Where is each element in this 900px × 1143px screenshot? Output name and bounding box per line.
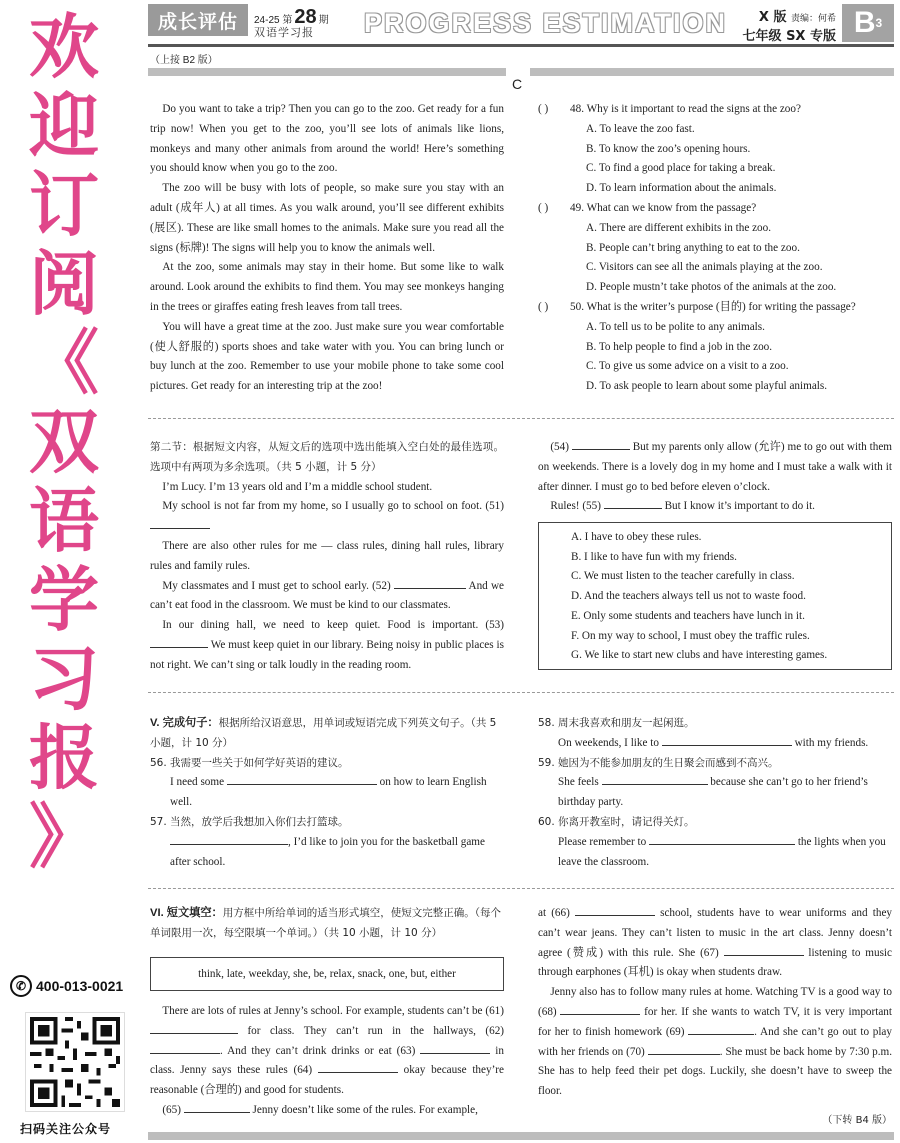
question-48 xyxy=(538,100,894,120)
paragraph-text: . And they can’t drink drinks or eat (63) xyxy=(220,1044,416,1057)
passage-paragraph xyxy=(538,904,892,983)
paragraph-text: for her. If she wants to watch TV, it is very important for her to finish homework (69) xyxy=(538,1005,893,1038)
option: B. To know the zoo’s opening hours. xyxy=(586,142,751,155)
slogan-char: 《 xyxy=(29,322,99,404)
subscribe-slogan xyxy=(14,8,114,877)
blank-60[interactable] xyxy=(649,833,795,845)
paragraph-text: okay because they’re reasonable (合理的) and good for students. xyxy=(150,1064,504,1097)
blank-63[interactable] xyxy=(420,1042,490,1054)
section5-heading xyxy=(150,714,506,754)
section-title: VI. 短文填空： xyxy=(150,907,223,919)
word-box: think, late, weekday, she, be, relax, snack, one, but, either xyxy=(150,957,504,991)
progress-estimation-title: PROGRESS ESTIMATION xyxy=(364,8,728,38)
option: D. To ask people to learn about some playful animals. xyxy=(586,380,828,393)
passage-paragraph: At the zoo, some animals may stay in their home. But some like to walk around. Look around the exhibits to find them. You may see monkeys hanging in the trees or giraffes eating fresh leaves from tall trees. xyxy=(150,261,504,313)
paragraph-text: But I know it’s important to do it. xyxy=(664,500,815,513)
paragraph-text: There are lots of rules at Jenny’s school. For example, students can’t be (61) xyxy=(162,1005,504,1017)
question-50 xyxy=(538,298,894,318)
option: C. Visitors can see all the animals playing at the zoo. xyxy=(586,261,823,274)
option: G. We like to start new clubs and have interesting games. xyxy=(571,649,828,662)
blank-68[interactable] xyxy=(560,1003,640,1015)
section6-heading xyxy=(150,904,506,944)
hotline xyxy=(10,975,123,997)
blank-67[interactable] xyxy=(724,944,804,956)
paragraph-text: And we can’t eat food in the classroom. We must be kind to our classmates. xyxy=(150,579,505,612)
passage-paragraph: Do you want to take a trip? Then you can go to the zoo. Get ready for a fun trip now! When you get to the zoo, you’ll see lots of animals like lions, monkeys and many other animals from around the world! Here’s something you should know when you go to the zoo. xyxy=(150,103,504,175)
question-59-prompt: 59. 她因为不能参加朋友的生日聚会而感到不高兴。 xyxy=(538,756,779,769)
option: E. Only some students and teachers have lunch in it. xyxy=(571,609,805,622)
slogan-char: 》 xyxy=(29,796,99,878)
sentence-part: I need some xyxy=(170,776,225,789)
header-divider xyxy=(148,44,894,47)
sentence-part: Please remember to xyxy=(558,835,647,848)
paragraph-text: (54) xyxy=(550,441,569,453)
sentence-part: On weekends, I like to xyxy=(558,736,659,749)
question-56-prompt: 56. 我需要一些关于如何学好英语的建议。 xyxy=(150,756,349,769)
paragraph-text: for class. They can’t run in the hallways, (62) xyxy=(247,1024,505,1037)
section2-right xyxy=(538,438,892,517)
question-56 xyxy=(150,773,506,813)
paragraph-text: Jenny doesn’t like some of the rules. For example, xyxy=(252,1103,478,1116)
option: B. People can’t bring anything to eat to the zoo. xyxy=(586,241,800,254)
answer-bracket[interactable]: ( ) xyxy=(538,201,549,214)
question-stem: 49. What can we know from the passage? xyxy=(570,201,757,214)
question-59 xyxy=(538,773,894,813)
issue-prefix: 24-25 第 xyxy=(254,15,293,26)
option: A. To tell us to be polite to any animals. xyxy=(586,320,765,333)
blank-65[interactable] xyxy=(184,1101,250,1113)
passage-paragraph xyxy=(150,1101,504,1121)
page-badge xyxy=(842,4,894,42)
passage-paragraph xyxy=(538,438,892,497)
blank-58[interactable] xyxy=(662,734,792,746)
section-title: V. 完成句子： xyxy=(150,717,219,729)
slogan-char: 语 xyxy=(29,480,99,562)
section-divider xyxy=(148,418,894,419)
page-header xyxy=(148,4,894,44)
edition-version: X 版 xyxy=(758,10,787,25)
blank-64[interactable] xyxy=(318,1061,398,1073)
paragraph-text: My classmates and I must get to school early. (52) xyxy=(162,579,391,592)
option: C. To give us some advice on a visit to a zoo. xyxy=(586,360,789,373)
paragraph-text: in class. Jenny says these rules (64) xyxy=(150,1044,504,1077)
blank-70[interactable] xyxy=(648,1043,720,1055)
paragraph-text: (65) xyxy=(162,1103,181,1116)
passage-c xyxy=(150,100,504,397)
issue-number-value: 28 xyxy=(294,6,317,28)
option: A. There are different exhibits in the zoo. xyxy=(586,221,772,234)
grey-band-top xyxy=(148,68,506,76)
paragraph-text: listening to music through earphones (耳机) is okay when students draw. xyxy=(538,946,892,979)
option: D. People mustn’t take photos of the animals at the zoo. xyxy=(586,281,837,294)
question-49 xyxy=(538,199,894,219)
option: B. To help people to find a job in the zoo. xyxy=(586,340,773,353)
sentence-part: on how to learn English well. xyxy=(170,776,487,809)
passage-paragraph xyxy=(538,983,892,1102)
question-58 xyxy=(538,734,894,754)
editor: 责编：何希 xyxy=(790,14,836,24)
section-brand: 成长评估 xyxy=(148,4,248,36)
option: C. To find a good place for taking a break. xyxy=(586,162,776,175)
passage-paragraph: There are also other rules for me — class rules, dining hall rules, library rules and family rules. xyxy=(150,539,504,572)
section6-left xyxy=(150,1002,504,1121)
section-instruction: 用方框中所给单词的适当形式填空，使短文完整正确。（每个单词限用一次，每空限填一个单词。）（共 10 小题，计 10 分） xyxy=(150,907,501,939)
edition-grade: 七年级 SX 专版 xyxy=(742,29,836,44)
promo-sidebar xyxy=(0,0,140,1143)
sentence-part: , I’d like to join you for the basketball game after school. xyxy=(170,835,485,868)
paragraph-text: . And she can’t go out to play with her friends on (70) xyxy=(538,1025,892,1058)
option: A. To leave the zoo fast. xyxy=(586,122,695,135)
section6-right xyxy=(538,904,892,1102)
answer-bracket[interactable]: ( ) xyxy=(538,103,549,115)
phone-icon: ✆ xyxy=(10,975,32,997)
slogan-char: 迎 xyxy=(29,85,99,167)
blank-52[interactable] xyxy=(394,577,466,589)
option: C. We must listen to the teacher carefully in class. xyxy=(571,570,795,583)
section5-right xyxy=(538,714,894,872)
blank-54[interactable] xyxy=(572,438,630,450)
paragraph-text: school, students have to wear uniforms and they can’t wear jeans. They can’t listen to music in the art class. Jenny doesn’t agree (赞成) with this rule. She (67) xyxy=(538,907,893,959)
paragraph-text: . She must be back home by 7:30 p.m. She has to help feed their pet dogs. Luckily, she doesn’t have to sweep the floor. xyxy=(538,1045,893,1098)
page-letter: B xyxy=(853,6,876,39)
paragraph-text: at (66) xyxy=(538,907,570,919)
blank-55[interactable] xyxy=(604,497,662,509)
sentence-part: with my friends. xyxy=(794,736,869,749)
question-57-prompt: 57. 当然，放学后我想加入你们去打篮球。 xyxy=(150,815,349,828)
passage-paragraph xyxy=(150,1002,504,1101)
paragraph-text: My school is not far from my home, so I usually go to school on foot. (51) xyxy=(162,500,504,513)
paragraph-text: Rules! (55) xyxy=(550,500,601,513)
question-57 xyxy=(150,833,506,873)
sentence-part: the lights when you leave the classroom. xyxy=(558,835,886,868)
continued-to-note: （下转 B4 版） xyxy=(822,1115,892,1126)
blank-62[interactable] xyxy=(150,1042,220,1054)
paper-name: 双语学习报 xyxy=(254,26,314,39)
blank-66[interactable] xyxy=(575,904,655,916)
sentence-part: She feels xyxy=(558,776,599,789)
passage-paragraph xyxy=(150,577,504,617)
section-divider xyxy=(148,692,894,693)
blank-57[interactable] xyxy=(170,833,288,845)
slogan-char: 阅 xyxy=(29,243,99,325)
section2-left xyxy=(150,438,504,676)
question-stem: 50. What is the writer’s purpose (目的) for writing the passage? xyxy=(570,300,856,313)
sentence-part: because she can’t go to her friend’s birthday party. xyxy=(558,776,868,809)
blank-61[interactable] xyxy=(150,1022,238,1034)
option: D. And the teachers always tell us not to waste food. xyxy=(571,590,806,603)
slogan-char: 双 xyxy=(29,401,99,483)
issue-suffix: 期 xyxy=(318,15,329,26)
hotline-number: 400-013-0021 xyxy=(36,978,124,994)
paragraph-text: We must keep quiet in our library. Being noisy in public places is not right. We can’t sing or talk loudly in the reading room. xyxy=(150,638,504,671)
blank-51[interactable] xyxy=(150,517,210,529)
passage-paragraph: The zoo will be busy with lots of people, so make sure you stay with an adult (成年人) at all times. As you walk around, you’ll see different exhibits (展区). These are like small homes to the animals. Make sure you read all the signs (标牌)! The signs will help you to know the animals well. xyxy=(150,182,504,254)
blank-53[interactable] xyxy=(150,636,208,648)
section5-left xyxy=(150,714,506,872)
blank-56[interactable] xyxy=(227,773,377,785)
passage-paragraph: You will have a great time at the zoo. Just make sure you wear comfortable (使人舒服的) sports shoes and take water with you. You can bring lunch or buy lunch at the zoo. Remember to use your mobile phone to take some cool pictures. Get ready for an interesting trip at the zoo! xyxy=(150,320,504,393)
option: A. I have to obey these rules. xyxy=(571,531,702,543)
passage-paragraph xyxy=(538,497,892,517)
slogan-char: 学 xyxy=(29,559,99,641)
page-number: 3 xyxy=(875,16,883,30)
slogan-char: 报 xyxy=(29,717,99,799)
blank-69[interactable] xyxy=(688,1023,754,1035)
paragraph-text: Jenny also has to follow many rules at home. Watching TV is a good way to (68) xyxy=(538,986,892,1018)
question-60-prompt: 60. 你离开教室时，请记得关灯。 xyxy=(538,815,695,828)
option: F. On my way to school, I must obey the traffic rules. xyxy=(571,629,810,642)
answer-bracket[interactable]: ( ) xyxy=(538,300,549,313)
grey-band-top-right xyxy=(530,68,894,76)
slogan-char: 习 xyxy=(29,638,99,720)
option: D. To learn information about the animals. xyxy=(586,182,777,195)
slogan-char: 订 xyxy=(29,164,99,246)
continued-from-note: （上接 B2 版） xyxy=(150,55,218,66)
option: B. I like to have fun with my friends. xyxy=(571,550,737,563)
question-58-prompt: 58. 周末我喜欢和朋友一起闲逛。 xyxy=(538,717,695,729)
paragraph-text: But my parents only allow (允许) me to go out with them on weekends. There is a lovely dog in my home and I must take a walk with it after dinner. I must go to bed before eleven o’clock. xyxy=(538,441,892,493)
edition-info xyxy=(743,6,836,44)
grey-band-bottom xyxy=(148,1132,894,1140)
question-stem: 48. Why is it important to read the signs at the zoo? xyxy=(570,103,801,115)
passage-paragraph xyxy=(150,616,504,675)
passage-letter: C xyxy=(512,76,523,92)
questions-48-50 xyxy=(538,100,894,397)
question-60 xyxy=(538,833,894,873)
section-divider xyxy=(148,888,894,889)
section2-instruction: 第二节：根据短文内容，从短文后的选项中选出能填入空白处的最佳选项。选项中有两项为多余选项。（共 5 小题，计 5 分） xyxy=(150,441,504,473)
options-box xyxy=(538,522,892,670)
paragraph-text: In our dining hall, we need to keep quiet. Food is important. (53) xyxy=(162,619,504,632)
qr-caption: 扫码关注公众号 xyxy=(20,1122,112,1136)
passage-paragraph: I’m Lucy. I’m 13 years old and I’m a middle school student. xyxy=(162,480,433,493)
blank-59[interactable] xyxy=(602,773,708,785)
slogan-char: 欢 xyxy=(29,6,99,88)
passage-paragraph xyxy=(150,497,504,537)
section-instruction: 根据所给汉语意思，用单词或短语完成下列英文句子。（共 5 小题，计 10 分） xyxy=(150,717,497,749)
qr-code-icon[interactable] xyxy=(25,1012,125,1112)
